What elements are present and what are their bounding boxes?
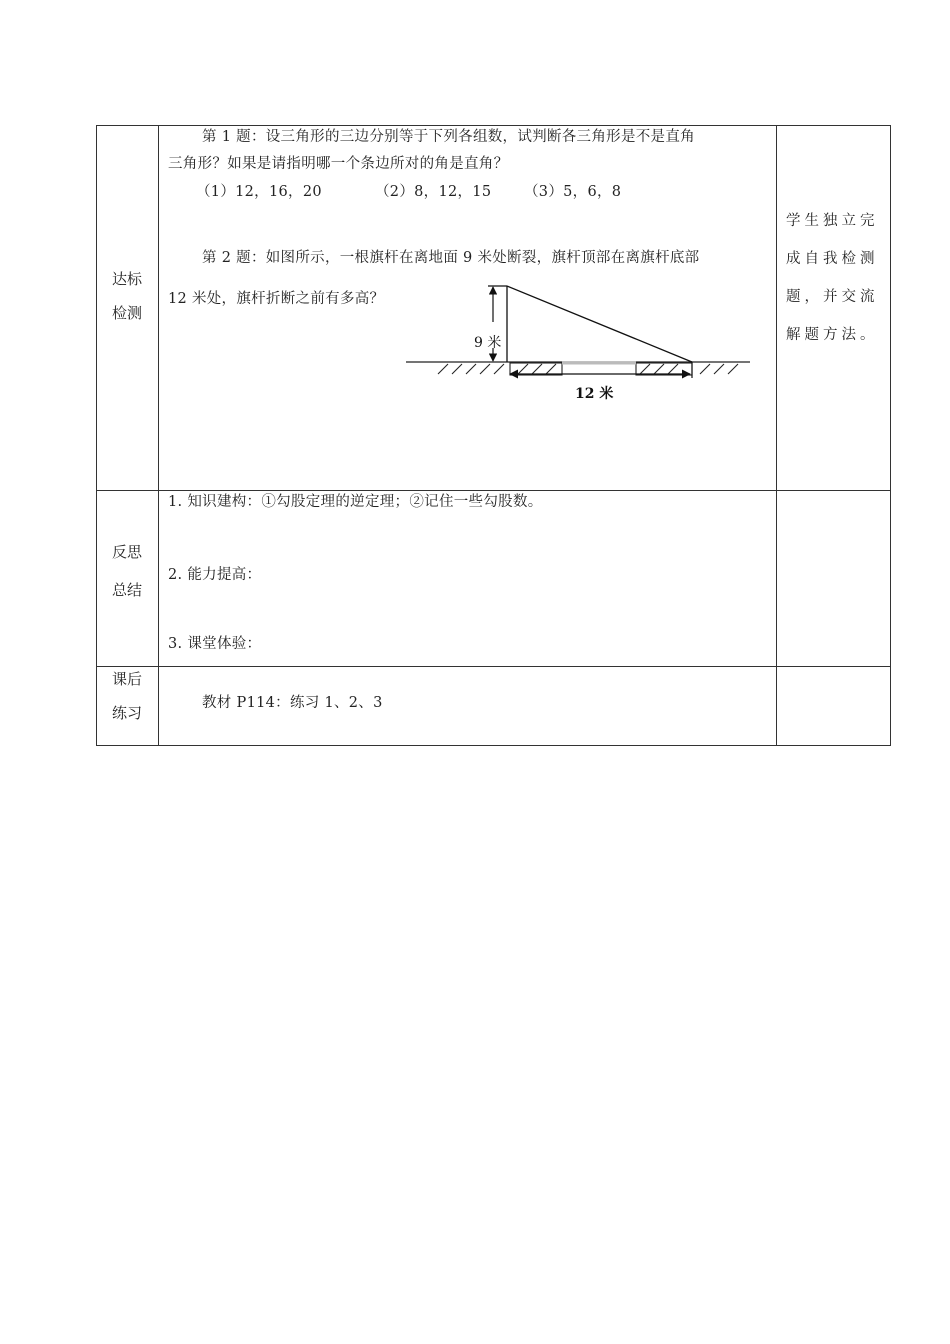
height-label: 9 米 — [474, 335, 502, 351]
question-1-text: 三角形？如果是请指明哪一个条边所对的角是直角？ — [168, 156, 509, 172]
question-1-text: 第 1 题：设三角形的三边分别等于下列各组数，试判断各三角形是不是直角 — [202, 129, 695, 145]
row-divider — [96, 666, 891, 667]
ground-hatching — [438, 364, 738, 374]
question-1-option: （1）12，16，20 — [196, 184, 322, 200]
question-2-text: 12 米处，旗杆折断之前有多高？ — [168, 291, 385, 307]
summary-item: 1. 知识建构：①勾股定理的逆定理；②记住一些勾股数。 — [168, 494, 543, 510]
hatched-base-box — [510, 363, 562, 375]
question-1-option: （3）5，6，8 — [524, 184, 622, 200]
homework-text: 教材 P114：练习 1、2、3 — [202, 695, 383, 711]
row-label-line: 反思 — [111, 543, 142, 561]
row-label-line: 总结 — [111, 581, 142, 599]
column-divider — [158, 125, 159, 746]
question-2-text: 第 2 题：如图所示，一根旗杆在离地面 9 米处断裂，旗杆顶部在离旗杆底部 — [202, 250, 700, 266]
row-label-line: 达标 — [111, 270, 142, 288]
question-1-option: （2）8，12，15 — [375, 184, 492, 200]
distance-label: 12 米 — [575, 386, 614, 402]
row-label-line: 练习 — [111, 704, 142, 722]
table-border-right — [890, 125, 891, 746]
row-label — [96, 268, 158, 324]
note-line: 题，并交流 — [786, 289, 879, 305]
row-label — [96, 541, 158, 601]
note-line: 学生独立完 — [786, 213, 879, 229]
table-border-left — [96, 125, 97, 746]
note-line: 解题方法。 — [786, 327, 879, 343]
row-label — [96, 668, 158, 724]
column-divider — [776, 125, 777, 746]
row-label-line: 检测 — [111, 304, 142, 322]
note-line: 成自我检测 — [786, 251, 879, 267]
flagpole-diagram — [400, 278, 780, 408]
row-label-line: 课后 — [111, 670, 142, 688]
summary-item: 2. 能力提高： — [168, 567, 262, 583]
teacher-note — [786, 202, 886, 354]
summary-item: 3. 课堂体验： — [168, 636, 262, 652]
table-border-bottom — [96, 745, 891, 746]
pole-broken-part — [507, 286, 692, 362]
